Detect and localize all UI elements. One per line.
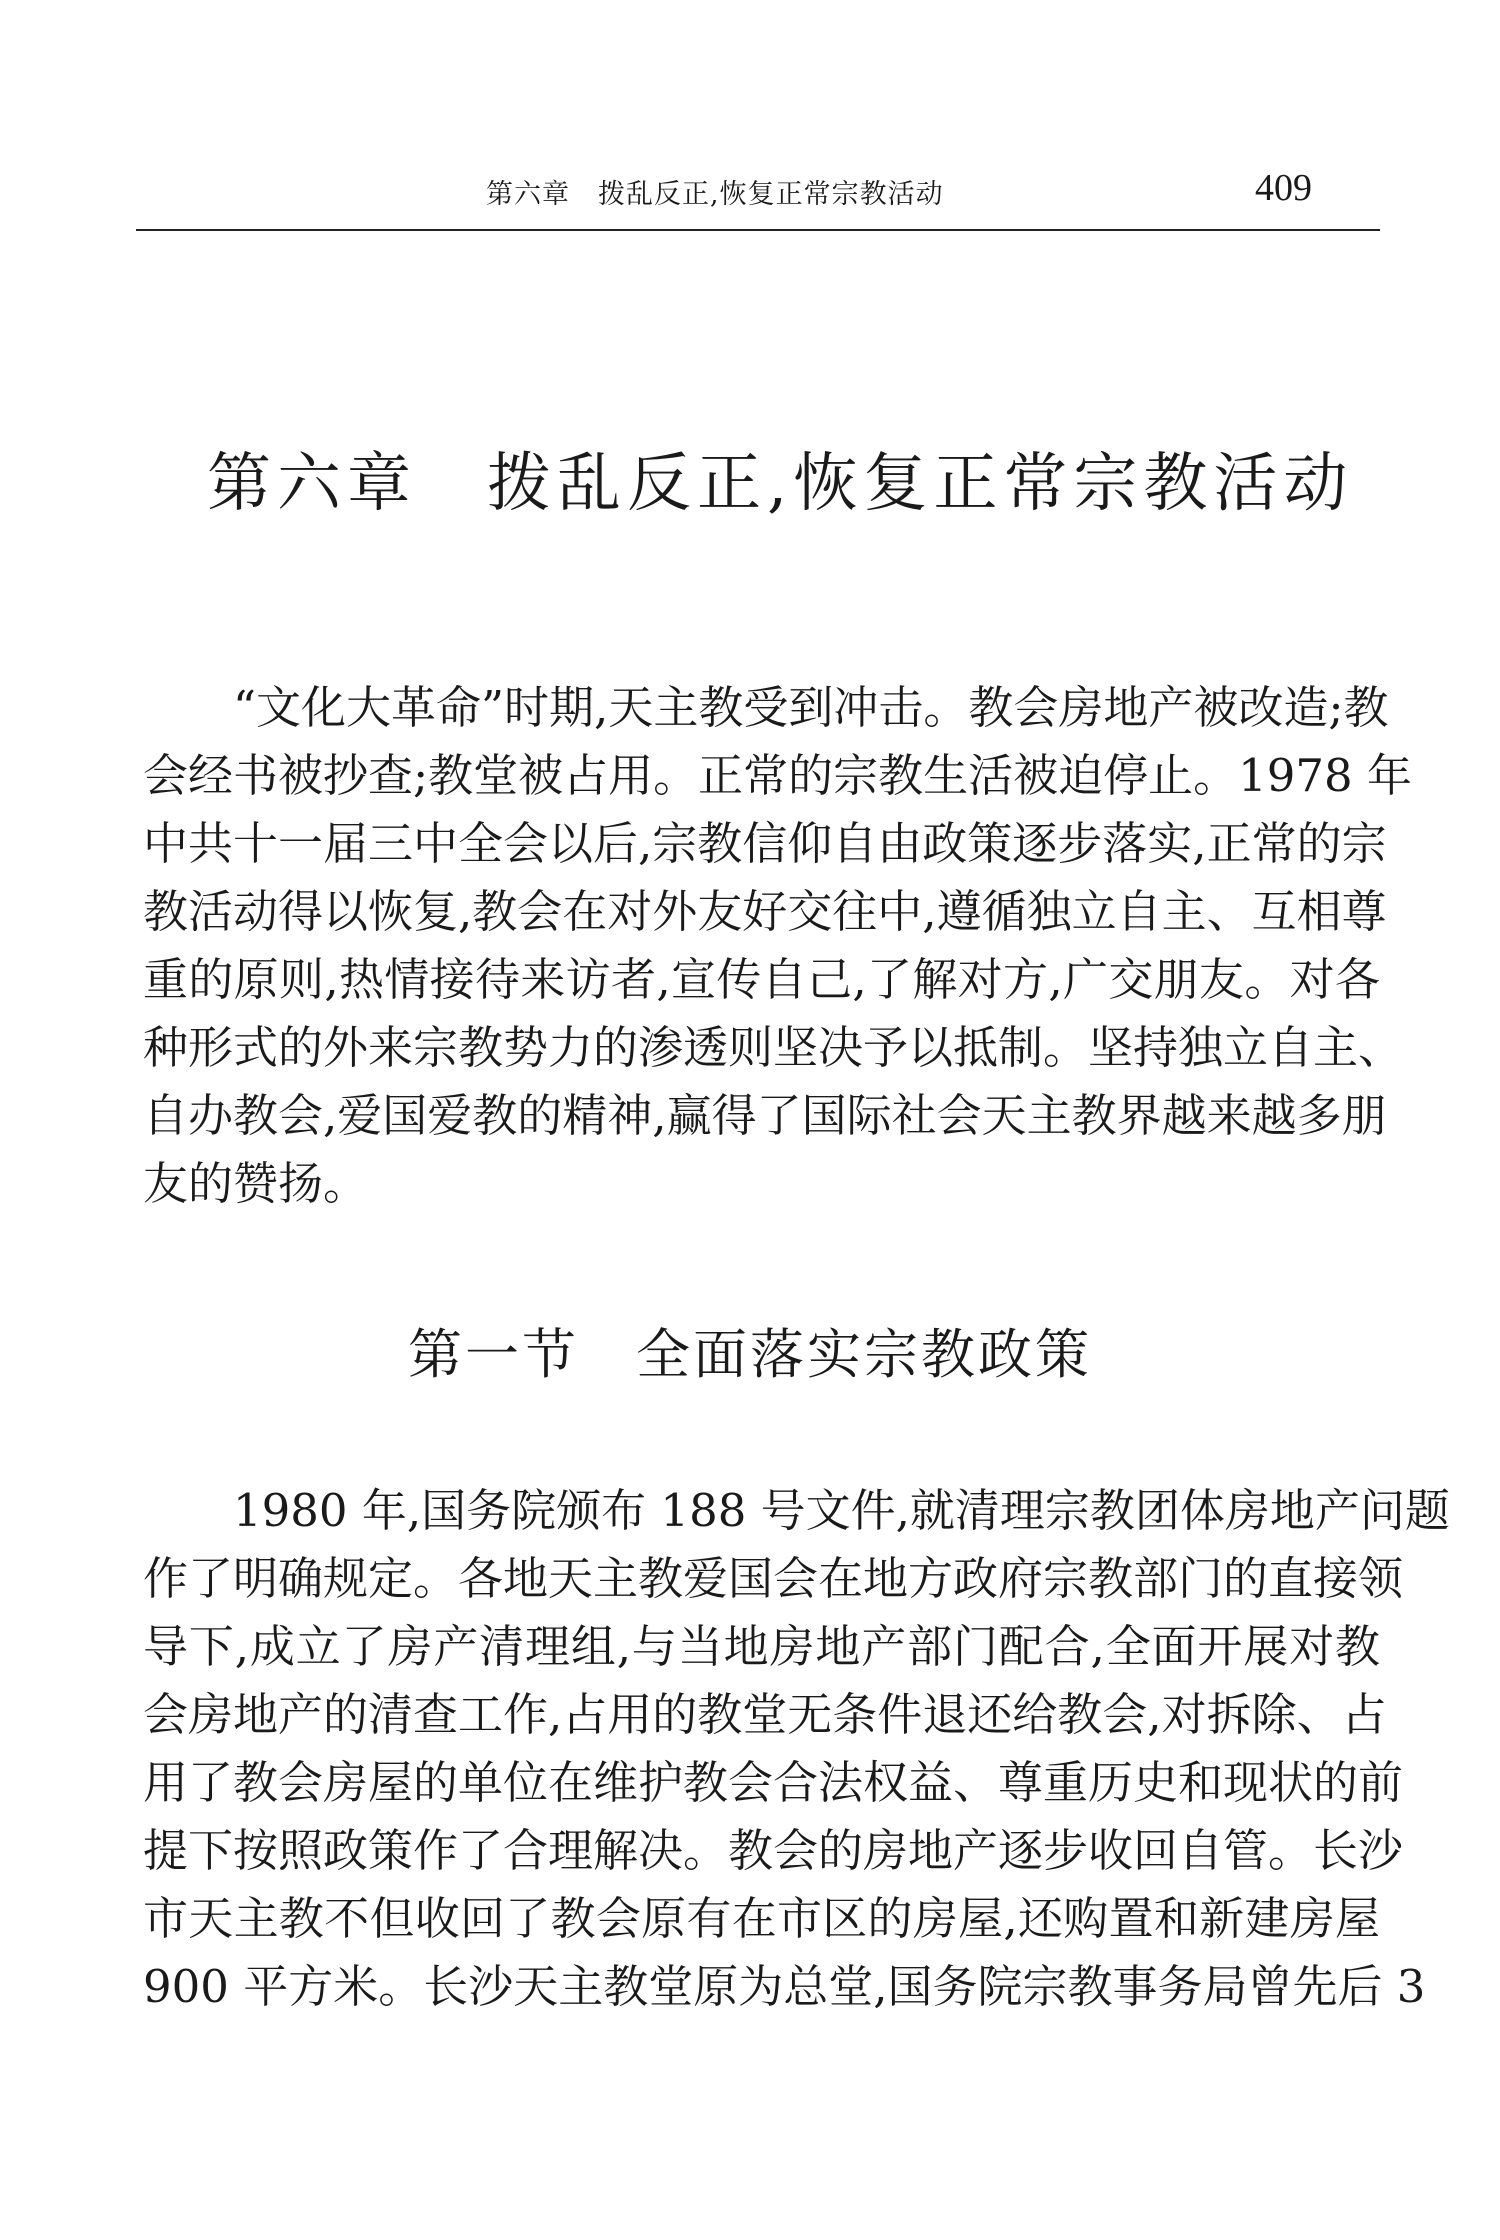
text-line: 市天主教不但收回了教会原有在市区的房屋,还购置和新建房屋 — [143, 1892, 1380, 1945]
running-head-title: 第六章 拨乱反正,恢复正常宗教活动 — [486, 179, 944, 210]
text-line: 种形式的外来宗教势力的渗透则坚决予以抵制。坚持独立自主、 — [143, 1021, 1404, 1074]
text-line: 中共十一届三中全会以后,宗教信仰自由政策逐步落实,正常的宗 — [143, 817, 1387, 870]
chapter-title: 第六章 拨乱反正,恢复正常宗教活动 — [207, 447, 1354, 521]
text-line: 会经书被抄查;教堂被占用。正常的宗教生活被迫停止。1978 年 — [143, 749, 1412, 802]
text-line: 会房地产的清查工作,占用的教堂无条件退还给教会,对拆除、占 — [143, 1688, 1387, 1741]
text-line: 用了教会房屋的单位在维护教会合法权益、尊重历史和现状的前 — [143, 1756, 1404, 1809]
paragraph-intro — [143, 674, 1412, 1218]
text-line: 900 平方米。长沙天主教堂原为总堂,国务院宗教事务局曾先后 3 — [143, 1960, 1426, 2013]
text-line: 自办教会,爱国爱教的精神,赢得了国际社会天主教界越来越多朋 — [143, 1089, 1387, 1142]
section-title: 第一节 全面落实宗教政策 — [408, 1323, 1092, 1386]
text-line: 1980 年,国务院颁布 188 号文件,就清理宗教团体房地产问题 — [233, 1484, 1450, 1537]
paragraph-section-1 — [143, 1477, 1450, 2021]
header-rule — [136, 229, 1380, 231]
text-line: 作了明确规定。各地天主教爱国会在地方政府宗教部门的直接领 — [143, 1552, 1404, 1605]
text-line: “文化大革命”时期,天主教受到冲击。教会房地产被改造;教 — [233, 681, 1389, 734]
text-line: 重的原则,热情接待来访者,宣传自己,了解对方,广交朋友。对各 — [143, 953, 1380, 1006]
text-line: 提下按照政策作了合理解决。教会的房地产逐步收回自管。长沙 — [143, 1824, 1404, 1877]
text-line: 教活动得以恢复,教会在对外友好交往中,遵循独立自主、互相尊 — [143, 885, 1387, 938]
text-line: 导下,成立了房产清理组,与当地房地产部门配合,全面开展对教 — [143, 1620, 1380, 1673]
page-number: 409 — [1255, 167, 1312, 209]
text-line: 友的赞扬。 — [143, 1157, 369, 1210]
